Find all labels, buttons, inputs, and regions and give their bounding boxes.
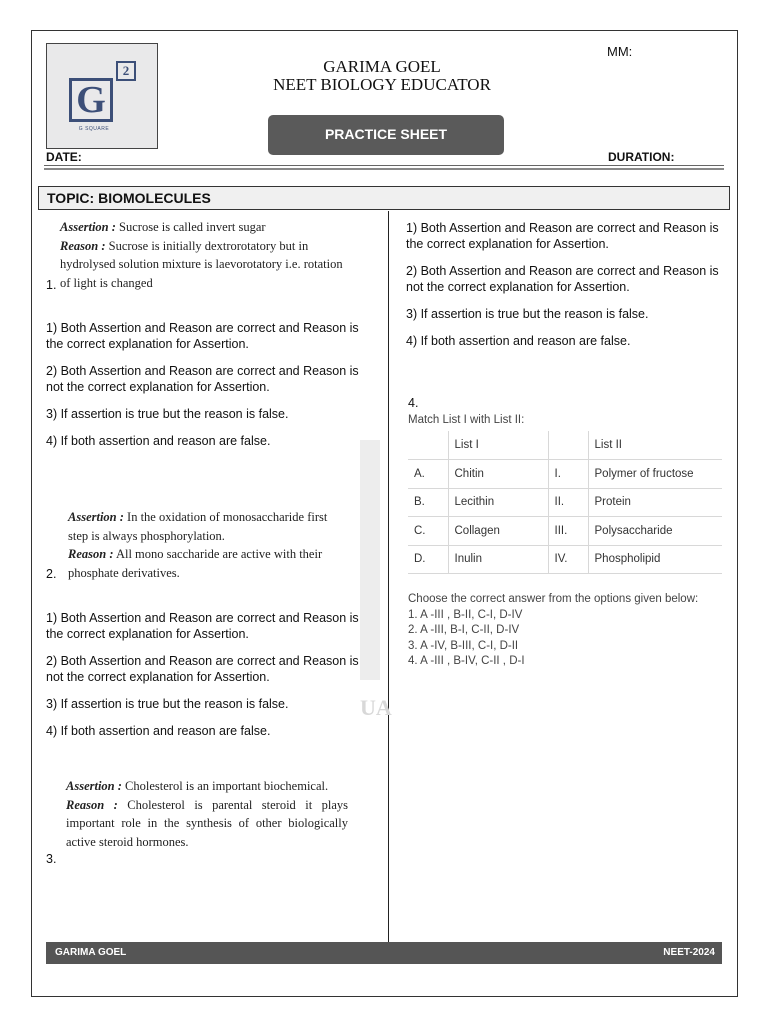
option-3: 3) If assertion is true but the reason is false.	[406, 307, 649, 321]
table-header-row: List I List II	[408, 431, 722, 460]
option-2: 2. A -III, B-I, C-II, D-IV	[408, 624, 520, 636]
option-3: 3) If assertion is true but the reason is false.	[46, 697, 289, 711]
table-row: B. Lecithin II. Protein	[408, 488, 722, 517]
educator-name-line2: NEET BIOLOGY EDUCATOR	[273, 75, 491, 94]
question-3-options	[406, 220, 721, 360]
date-label: DATE:	[46, 150, 82, 164]
question-2-statement: Assertion : In the oxidation of monosaccharide first step is always phosphorylation. Reason : All mono saccharide are active with their phosphate derivatives.	[68, 510, 328, 580]
table-row: C. Collagen III. Polysaccharide	[408, 517, 722, 546]
footer-left: GARIMA GOEL	[55, 947, 127, 958]
logo-text: G SQUARE	[78, 126, 110, 132]
question-1-statement: Assertion : Sucrose is called invert sugar Reason : Sucrose is initially dextrorotatory but in hydrolysed solution mixture is laevorotatory i.e. rotation of light is changed	[60, 220, 343, 290]
choose-instruction: Choose the correct answer from the options given below:	[408, 593, 699, 605]
match-table	[408, 431, 722, 574]
logo	[46, 43, 158, 149]
option-2: 2) Both Assertion and Reason are correct and Reason is not the correct explanation for Assertion.	[406, 264, 719, 294]
mm-label: MM:	[607, 44, 633, 59]
watermark-bar	[360, 440, 380, 680]
watermark-text: UA	[360, 695, 392, 720]
option-1: 1) Both Assertion and Reason are correct and Reason is the correct explanation for Assertion.	[46, 321, 359, 351]
question-3-statement: Assertion : Cholesterol is an important biochemical. Reason : Cholesterol is parental steroid it plays important role in the synthesis of other biologically active steroid hormones.	[66, 779, 348, 849]
option-4: 4) If both assertion and reason are false.	[46, 724, 271, 738]
duration-label: DURATION:	[608, 150, 675, 164]
header-rule-thick	[44, 168, 724, 170]
question-3-number: 3.	[46, 852, 57, 866]
column-divider	[388, 211, 389, 943]
option-2: 2) Both Assertion and Reason are correct and Reason is not the correct explanation for Assertion.	[46, 654, 359, 684]
educator-name	[232, 58, 532, 94]
question-1-number: 1.	[46, 278, 57, 292]
question-2-options	[46, 610, 361, 750]
topic-heading: TOPIC: BIOMOLECULES	[38, 186, 730, 210]
logo-superscript: 2	[116, 61, 136, 81]
option-4: 4) If both assertion and reason are false.	[406, 334, 631, 348]
option-4: 4) If both assertion and reason are false.	[46, 434, 271, 448]
practice-sheet-banner: PRACTICE SHEET	[268, 115, 504, 155]
question-4-number: 4.	[408, 396, 419, 410]
question-2-number: 2.	[46, 567, 57, 581]
option-2: 2) Both Assertion and Reason are correct and Reason is not the correct explanation for Assertion.	[46, 364, 359, 394]
option-1: 1) Both Assertion and Reason are correct and Reason is the correct explanation for Assertion.	[46, 611, 359, 641]
option-1: 1) Both Assertion and Reason are correct and Reason is the correct explanation for Assertion.	[406, 221, 719, 251]
footer-bar	[46, 942, 722, 964]
educator-name-line1: GARIMA GOEL	[323, 57, 441, 76]
question-4-choices	[408, 592, 698, 670]
table-row: D. Inulin IV. Phospholipid	[408, 545, 722, 574]
logo-letter: G	[69, 78, 113, 122]
question-1-options	[46, 320, 361, 460]
table-row: A. Chitin I. Polymer of fructose	[408, 460, 722, 489]
footer-right: NEET-2024	[663, 947, 715, 958]
header-rule	[44, 165, 724, 166]
option-4: 4. A -III , B-IV, C-II , D-I	[408, 655, 525, 667]
option-1: 1. A -III , B-II, C-I, D-IV	[408, 608, 523, 621]
question-4-intro: Match List I with List II:	[408, 414, 525, 426]
option-3: 3. A -IV, B-III, C-I, D-II	[408, 639, 519, 652]
option-3: 3) If assertion is true but the reason is false.	[46, 407, 289, 421]
